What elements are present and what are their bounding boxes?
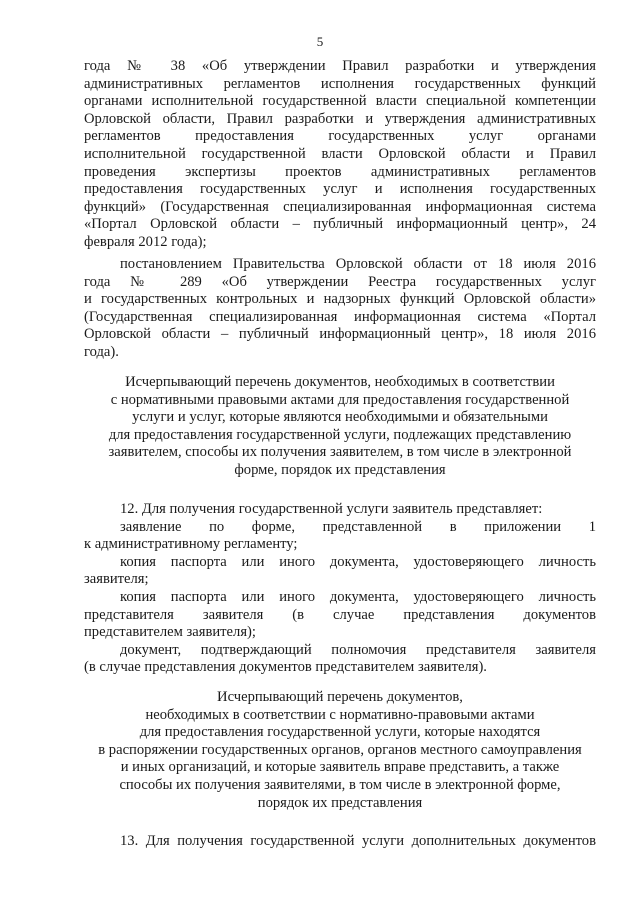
text-line: копия паспорта или иного документа, удостоверяющего личность <box>120 553 596 570</box>
text-line: «Портал Орловской области – публичный информационный центр», 24 <box>84 216 596 233</box>
heading-line: для предоставления государственной услуги, подлежащих представлению <box>108 426 572 443</box>
text-line: к административному регламенту; <box>84 536 298 553</box>
section-13 <box>84 833 596 851</box>
section-heading-documents-required <box>84 374 596 480</box>
paragraph-regulations-list <box>84 58 596 252</box>
text-line: регламентов предоставления государственных услуг органами <box>84 128 596 145</box>
text-line: органами исполнительной государственной власти специальной компетенции <box>84 93 596 110</box>
text-line: (Государственная специализированная информационная система «Портал <box>84 308 596 325</box>
heading-line: порядок их представления <box>257 794 423 811</box>
text-line: исполнительной государственной власти Орловской области и Правил <box>84 145 596 162</box>
heading-line: и иных организаций, и которые заявитель вправе представить, а также <box>120 759 560 776</box>
heading-line: в распоряжении государственных органов, органов местного самоуправления <box>98 741 582 758</box>
text-line: копия паспорта или иного документа, удостоверяющего личность <box>120 588 596 605</box>
text-line: года № 289 «Об утверждении Реестра государственных услуг <box>84 273 596 290</box>
heading-line: заявителем, способы их получения заявителем, в том числе в электронной <box>108 444 572 461</box>
heading-line: с нормативными правовыми актами для предоставления государственной <box>110 391 570 408</box>
text-line: представителем заявителя); <box>84 624 256 641</box>
text-line: проведения экспертизы проектов административных регламентов <box>84 163 596 180</box>
text-line: функций» (Государственная специализированная информационная система <box>84 198 596 215</box>
heading-line: форме, порядок их представления <box>234 461 446 478</box>
heading-line: Исчерпывающий перечень документов, <box>217 689 463 705</box>
section-heading-documents-in-possession <box>84 689 596 812</box>
text-line: 12. Для получения государственной услуги заявитель представляет: <box>120 501 543 517</box>
text-line: постановлением Правительства Орловской области от 18 июля 2016 <box>120 256 596 272</box>
text-line: февраля 2012 года); <box>84 233 207 250</box>
heading-line: способы их получения заявителями, в том числе в электронной форме, <box>119 776 561 793</box>
text-line: Орловской области, Правил разработки и утверждения административных <box>84 110 596 127</box>
text-line: заявителя; <box>84 571 149 588</box>
text-line: предоставления государственных услуг и исполнения государственных <box>84 181 596 198</box>
text-line: заявление по форме, представленной в приложении 1 <box>120 518 596 535</box>
text-line: 13. Для получения государственной услуги дополнительных документов <box>120 833 596 849</box>
heading-line: для предоставления государственной услуги, которые находятся <box>139 724 541 741</box>
heading-line: необходимых в соответствии с нормативно-правовыми актами <box>145 706 535 723</box>
text-line: (в случае представления документов представителем заявителя). <box>84 659 487 676</box>
text-line: документ, подтверждающий полномочия представителя заявителя <box>120 641 596 658</box>
text-line: года). <box>84 343 119 360</box>
paragraph-government-resolution <box>84 256 596 362</box>
text-line: административных регламентов исполнения государственных функций <box>84 75 596 92</box>
text-line: года № 38 «Об утверждении Правил разработки и утверждения <box>84 58 596 74</box>
text-line: представителя заявителя (в случае представления документов <box>84 606 596 623</box>
heading-line: Исчерпывающий перечень документов, необходимых в соответствии <box>125 374 555 390</box>
page-number: 5 <box>316 34 324 49</box>
text-line: Орловской области – публичный информационный центр», 18 июля 2016 <box>84 326 596 343</box>
heading-line: услуги и услуг, которые являются необходимыми и обязательными <box>132 409 548 426</box>
section-12 <box>84 501 596 677</box>
text-line: и государственных контрольных и надзорных функций Орловской области» <box>84 291 596 308</box>
